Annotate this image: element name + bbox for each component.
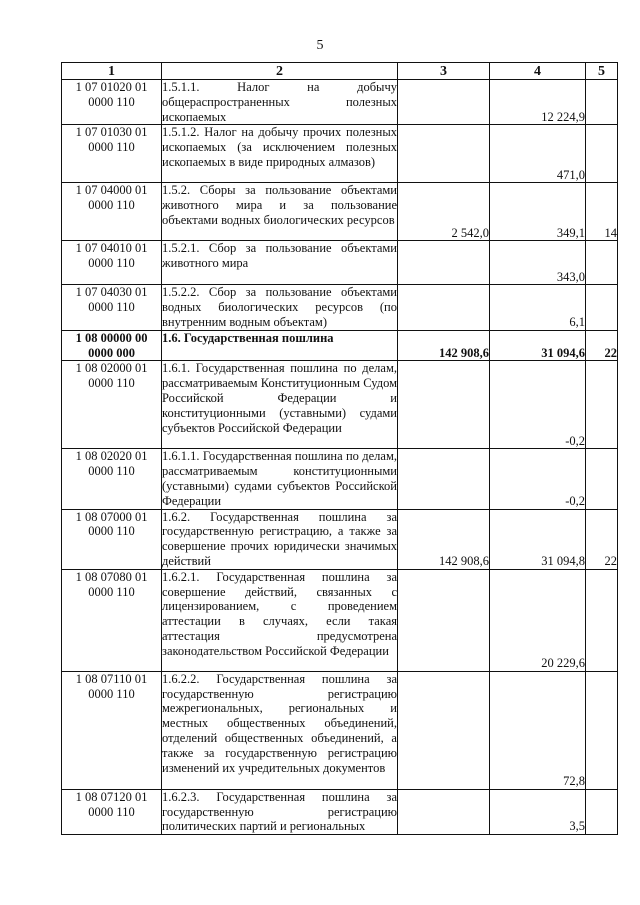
- budget-code-cell: 1 07 01030 01 0000 110: [62, 125, 162, 183]
- percent-cell: [586, 80, 618, 125]
- table-row: [62, 789, 618, 834]
- actual-value-cell: 343,0: [490, 241, 586, 285]
- budget-code-cell: 1 07 01020 01 0000 110: [62, 80, 162, 125]
- percent-cell: 22: [586, 330, 618, 361]
- item-name-cell: 1.6.2. Государственная пошлина за государственную регистрацию, а также за совершение прочих юридически значимых действий: [162, 509, 397, 568]
- item-name-cell: 1.5.2. Сборы за пользование объектами животного мира и за пользование объектами водных биологических ресурсов: [162, 183, 398, 241]
- actual-value-cell: -0,2: [490, 361, 586, 449]
- item-name-cell: 1.5.2.2. Сбор за пользование объектами водных биологических ресурсов (по внутренним водным объектам): [162, 285, 397, 329]
- table-row: [62, 509, 618, 569]
- percent-cell: 14: [586, 183, 618, 241]
- budget-code-cell: 1 08 07000 01 0000 110: [62, 509, 162, 569]
- item-name-cell: 1.6. Государственная пошлина: [162, 330, 398, 361]
- plan-value-cell: [398, 361, 490, 449]
- percent-cell: [586, 671, 618, 789]
- percent-cell: [586, 125, 618, 183]
- table-row: [62, 671, 618, 789]
- table-row: [62, 569, 618, 671]
- budget-code-cell: 1 08 00000 00 0000 000: [62, 330, 162, 361]
- plan-value-cell: [398, 285, 490, 330]
- plan-value-cell: [398, 241, 490, 285]
- table-row: [62, 183, 618, 241]
- header-col-1: 1: [62, 63, 162, 80]
- table-row: [62, 285, 618, 330]
- budget-code-cell: 1 08 07110 01 0000 110: [62, 671, 162, 789]
- plan-value-cell: [398, 569, 490, 671]
- item-name-cell: 1.6.2.2. Государственная пошлина за государственную регистрацию межрегиональных, региональных и местных общественных объединений, отделений общественных объединений, а также за государственную регистрацию изменений их учредительных документов: [162, 671, 398, 789]
- actual-value-cell: 3,5: [490, 789, 586, 834]
- header-col-3: 3: [398, 63, 490, 80]
- item-name-cell: 1.6.1.1. Государственная пошлина по делам, рассматриваемым конституционными (уставными) судами субъектов Российской Федерации: [162, 449, 397, 508]
- plan-value-cell: [398, 80, 490, 125]
- actual-value-cell: 31 094,6: [490, 330, 586, 361]
- budget-code-cell: 1 08 07120 01 0000 110: [62, 789, 162, 834]
- plan-value-cell: 142 908,6: [398, 509, 490, 569]
- plan-value-cell: 142 908,6: [398, 330, 490, 361]
- percent-cell: [586, 361, 618, 449]
- actual-value-cell: 6,1: [490, 285, 586, 330]
- table-row: [62, 241, 618, 285]
- budget-code-cell: 1 07 04000 01 0000 110: [62, 183, 162, 241]
- item-name-cell: 1.6.2.3. Государственная пошлина за государственную регистрацию политических партий и региональных: [162, 789, 397, 834]
- item-name-cell: 1.5.2.1. Сбор за пользование объектами животного мира: [162, 241, 398, 285]
- actual-value-cell: 20 229,6: [490, 569, 586, 671]
- header-col-5: 5: [586, 63, 618, 80]
- percent-cell: [586, 449, 618, 509]
- budget-code-cell: 1 08 02000 01 0000 110: [62, 361, 162, 449]
- budget-table: [61, 62, 618, 835]
- header-col-4: 4: [490, 63, 586, 80]
- table-header-row: [62, 63, 618, 80]
- actual-value-cell: 349,1: [490, 183, 586, 241]
- percent-cell: [586, 241, 618, 285]
- budget-code-cell: 1 07 04030 01 0000 110: [62, 285, 162, 330]
- table-row: [62, 330, 618, 361]
- plan-value-cell: [398, 125, 490, 183]
- page-number: 5: [316, 38, 324, 53]
- item-name-cell: 1.6.1. Государственная пошлина по делам, рассматриваемым Конституционным Судом Российской Федерации и конституционными (уставными) судами субъектов Российской Федерации: [162, 361, 398, 449]
- plan-value-cell: 2 542,0: [398, 183, 490, 241]
- plan-value-cell: [398, 449, 490, 509]
- budget-code-cell: 1 08 02020 01 0000 110: [62, 449, 162, 509]
- percent-cell: 22: [586, 509, 618, 569]
- table-row: [62, 125, 618, 183]
- header-col-2: 2: [162, 63, 398, 80]
- budget-code-cell: 1 07 04010 01 0000 110: [62, 241, 162, 285]
- actual-value-cell: 72,8: [490, 671, 586, 789]
- actual-value-cell: 31 094,8: [490, 509, 586, 569]
- actual-value-cell: 12 224,9: [490, 80, 586, 125]
- item-name-cell: 1.6.2.1. Государственная пошлина за совершение действий, связанных с лицензированием, с проведением аттестации в случаях, если такая аттестация предусмотрена законодательством Российской Федерации: [162, 569, 398, 671]
- actual-value-cell: -0,2: [490, 449, 586, 509]
- table-row: [62, 80, 618, 125]
- plan-value-cell: [398, 789, 490, 834]
- percent-cell: [586, 569, 618, 671]
- item-name-cell: 1.5.1.2. Налог на добычу прочих полезных ископаемых (за исключением полезных ископаемых в виде природных алмазов): [162, 125, 398, 183]
- item-name-cell: 1.5.1.1. Налог на добычу общераспространенных полезных ископаемых: [162, 80, 397, 124]
- percent-cell: [586, 285, 618, 330]
- percent-cell: [586, 789, 618, 834]
- table-body: [62, 80, 618, 835]
- actual-value-cell: 471,0: [490, 125, 586, 183]
- table-row: [62, 449, 618, 509]
- table-row: [62, 361, 618, 449]
- plan-value-cell: [398, 671, 490, 789]
- budget-code-cell: 1 08 07080 01 0000 110: [62, 569, 162, 671]
